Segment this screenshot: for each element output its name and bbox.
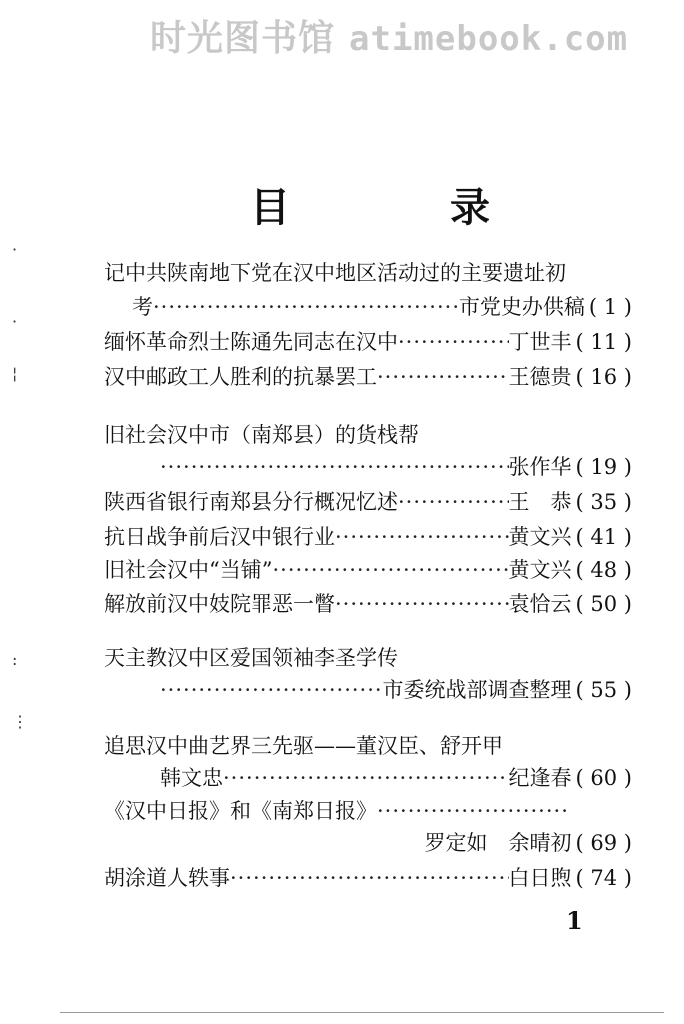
watermark-url: atimebook.com: [349, 19, 629, 59]
toc-entry: [160, 675, 632, 705]
scan-mark: ⋮: [12, 712, 28, 731]
title-char-2: 录: [450, 184, 490, 231]
toc-entry-page: ( 19 ): [575, 455, 632, 479]
leader-dots: [335, 589, 509, 619]
toc-entry: [104, 555, 632, 585]
toc-entry-author: 市党史办供稿: [458, 295, 585, 319]
toc-entry: [104, 796, 570, 826]
toc-entry-page: ( 50 ): [575, 592, 632, 616]
toc-entry-title-cont: 韩文忠: [160, 766, 223, 790]
scan-mark: ·: [12, 312, 18, 331]
toc-entry-page: ( 55 ): [575, 678, 632, 702]
page-number: 1: [566, 906, 583, 935]
leader-dots: [160, 675, 383, 705]
toc-entry-title: 解放前汉中妓院罪恶一瞥: [104, 592, 335, 616]
toc-entry-author: 袁恰云: [508, 592, 572, 616]
leader-dots: [230, 863, 509, 893]
toc-entry-title: 旧社会汉中市（南郑县）的货栈帮: [104, 423, 419, 447]
toc-entry-page: ( 1 ): [588, 295, 632, 319]
leader-dots: [377, 796, 570, 826]
toc-entry-title-cont: 考: [132, 295, 153, 319]
toc-entry: [140, 763, 632, 793]
toc-entry-title: 天主教汉中区爱国领袖李圣学传: [104, 646, 398, 670]
scan-mark: ¦: [12, 364, 18, 383]
toc-entry-page: ( 41 ): [575, 525, 632, 549]
watermark-cn: 时光图书馆: [150, 18, 336, 59]
toc-entry-title: 旧社会汉中“当铺”: [104, 558, 273, 582]
leader-dots: [223, 763, 509, 793]
toc-entry-author: 丁世丰: [508, 330, 572, 354]
leader-dots: [272, 555, 508, 585]
toc-entry: [104, 327, 632, 357]
toc-entry: [104, 589, 632, 619]
scan-mark: :: [12, 650, 18, 669]
title-char-1: 目: [250, 184, 290, 231]
toc-entry-page: ( 16 ): [575, 365, 632, 389]
toc-entry-title: 汉中邮政工人胜利的抗暴罢工: [104, 365, 377, 389]
leader-dots: [153, 292, 459, 322]
toc-entry-page: ( 69 ): [575, 831, 632, 855]
toc-entry: [104, 522, 632, 552]
toc-entry-title: 记中共陕南地下党在汉中地区活动过的主要遗址初: [104, 261, 566, 285]
leader-dots: [398, 487, 509, 517]
leader-dots: [398, 327, 509, 357]
toc-entry-page: ( 74 ): [575, 866, 632, 890]
toc-entry-title: 陕西省银行南郑县分行概况忆述: [104, 490, 398, 514]
toc-entry-title: 《汉中日报》和《南郑日报》: [104, 799, 377, 823]
toc-entry-author: 市委统战部调查整理: [382, 678, 572, 702]
toc-entry-page: ( 11 ): [575, 330, 632, 354]
toc-entry: [425, 828, 632, 858]
toc-entry-author: 罗定如 余晴初: [424, 831, 572, 855]
toc-entry-title: 追思汉中曲艺界三先驱——董汉臣、舒开甲: [104, 734, 503, 758]
toc-entry-author: 张作华: [508, 455, 572, 479]
toc-entry-page: ( 35 ): [575, 490, 632, 514]
toc-entry-author: 王 恭: [508, 490, 572, 514]
leader-dots: [377, 362, 509, 392]
toc-entry-title: 胡涂道人轶事: [104, 866, 230, 890]
scan-mark: ·: [12, 240, 18, 259]
toc-entry: [104, 863, 632, 893]
toc-entry: [104, 292, 632, 322]
toc-entry-page: ( 60 ): [575, 766, 632, 790]
toc-entry-page: ( 48 ): [575, 558, 632, 582]
leader-dots: [335, 522, 509, 552]
toc-entry-author: 黄文兴: [508, 558, 572, 582]
toc-entry-author: 黄文兴: [508, 525, 572, 549]
toc-entry: [104, 362, 632, 392]
leader-dots: [160, 452, 509, 482]
page-title: [250, 176, 490, 233]
bottom-rule: [60, 1012, 664, 1013]
toc-entry-title: 抗日战争前后汉中银行业: [104, 525, 335, 549]
toc-entry-title: 缅怀革命烈士陈通先同志在汉中: [104, 330, 398, 354]
toc-entry-author: 王德贵: [508, 365, 572, 389]
toc-entry-author: 白日煦: [508, 866, 572, 890]
toc-entry: [160, 452, 632, 482]
toc-entry-author: 纪逢春: [508, 766, 572, 790]
toc-entry: [104, 487, 632, 517]
watermark: [150, 10, 628, 61]
